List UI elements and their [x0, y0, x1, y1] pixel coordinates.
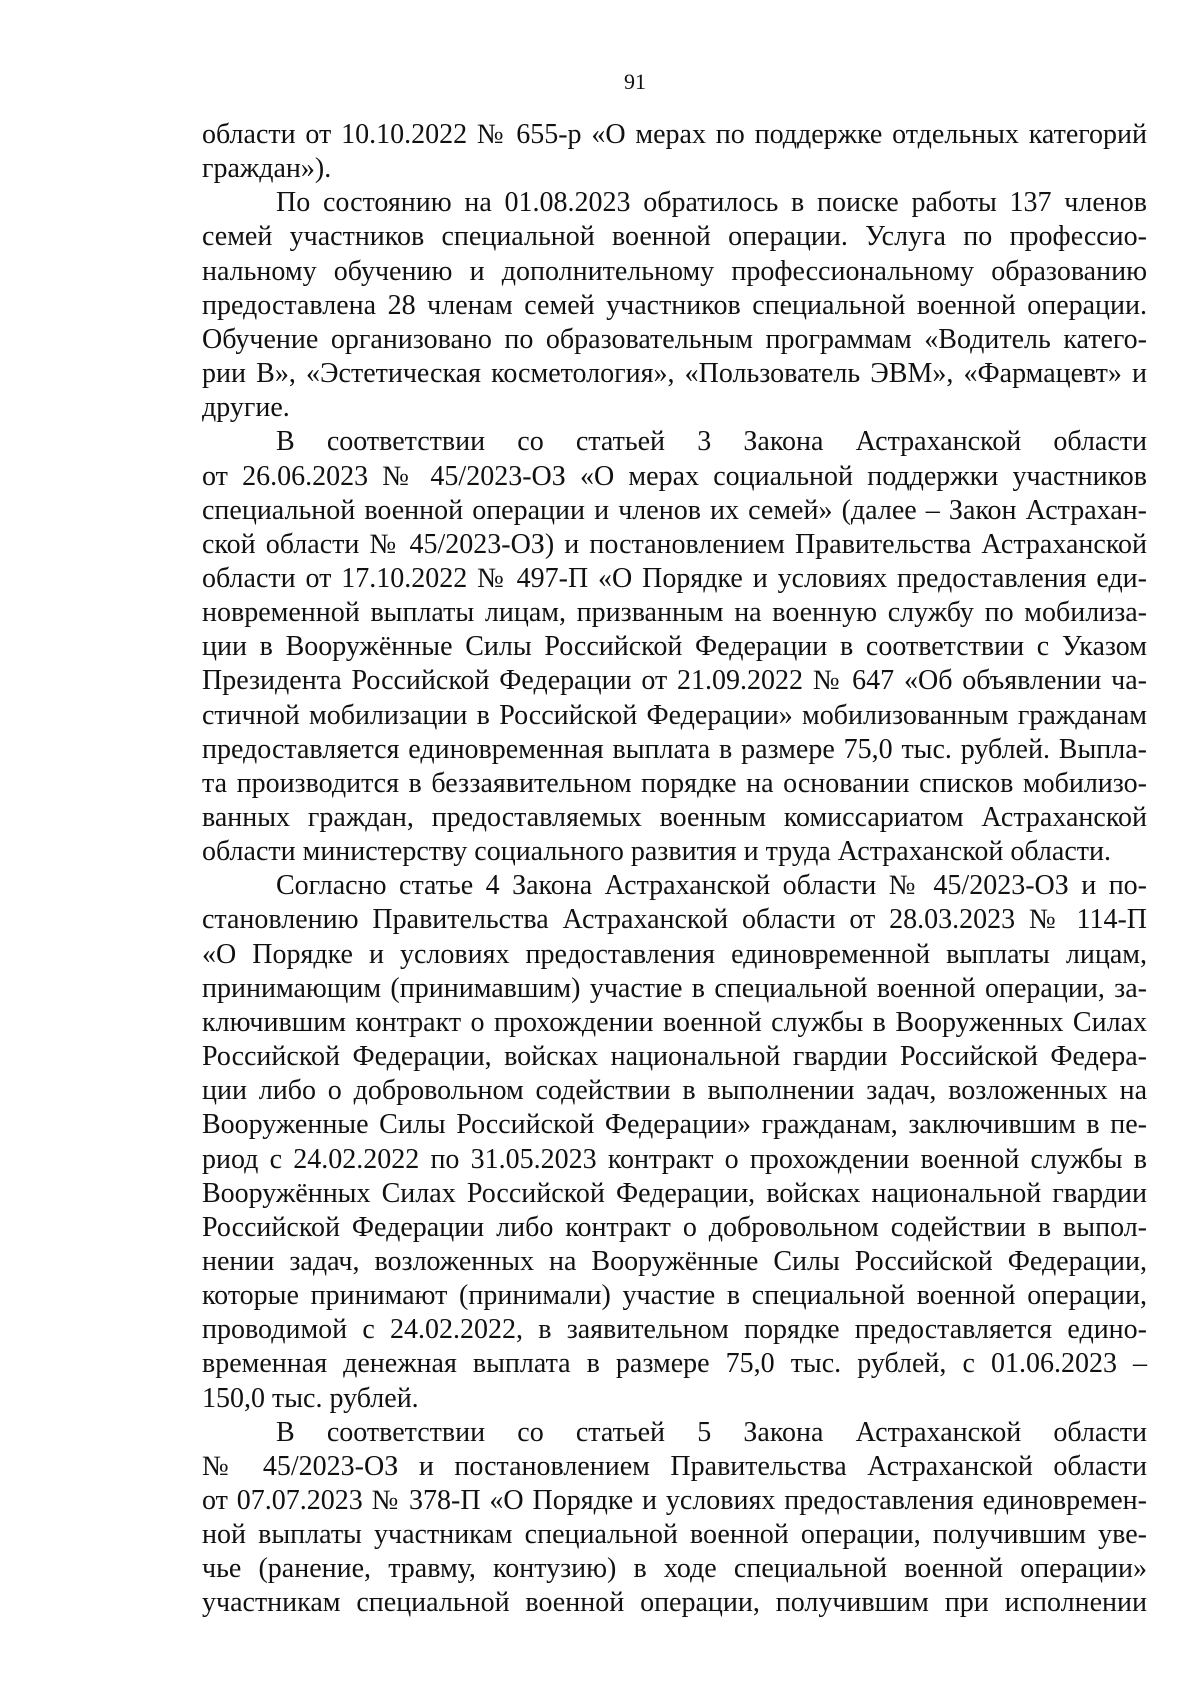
text-line: В соответствии со статьей 3 Закона Астраханской области [276, 426, 1147, 457]
text-line: другие. [202, 392, 290, 423]
text-line: новременной выплаты лицам, призванным на военную службу по мобилиза- [202, 597, 1147, 628]
text-line: ванных граждан, предоставляемых военным комиссариатом Астраханской [202, 802, 1147, 833]
text-line: рии В», «Эстетическая косметология», «Пользователь ЭВМ», «Фармацевт» и [202, 358, 1147, 389]
text-line: Вооружённых Силах Российской Федерации, войсках национальной гвардии [202, 1178, 1147, 1209]
text-line: участникам специальной военной операции, получившим при исполнении [202, 1587, 1147, 1618]
text-line: специальной военной операции и членов их семей» (далее – Закон Астрахан- [202, 495, 1147, 526]
text-line: «О Порядке и условиях предоставления единовременной выплаты лицам, [202, 939, 1147, 970]
text-line: чье (ранение, травму, контузию) в ходе специальной военной операции» [202, 1553, 1147, 1584]
text-line: ции в Вооружённые Силы Российской Федерации в соответствии с Указом [202, 631, 1147, 662]
text-line: области от 17.10.2022 № 497-П «О Порядке и условиях предоставления еди- [202, 563, 1147, 594]
text-line: Согласно статье 4 Закона Астраханской области № 45/2023-ОЗ и по- [276, 870, 1147, 901]
text-line: от 26.06.2023 № 45/2023-ОЗ «О мерах социальной поддержки участников [202, 461, 1147, 492]
text-line: принимающим (принимавшим) участие в специальной военной операции, за- [202, 973, 1147, 1004]
text-line: области от 10.10.2022 № 655-р «О мерах по поддержке отдельных категорий [202, 119, 1147, 150]
text-line: временная денежная выплата в размере 75,0 тыс. рублей, с 01.06.2023 – [202, 1348, 1147, 1379]
text-line: области министерству социального развития и труда Астраханской области. [202, 836, 1111, 867]
text-line: стичной мобилизации в Российской Федерации» мобилизованным гражданам [202, 700, 1147, 731]
text-line: ской области № 45/2023-ОЗ) и постановлением Правительства Астраханской [202, 529, 1147, 560]
text-line: ции либо о добровольном содействии в выполнении задач, возложенных на [202, 1075, 1147, 1106]
text-line: которые принимают (принимали) участие в специальной военной операции, [202, 1280, 1147, 1311]
text-line: 150,0 тыс. рублей. [202, 1383, 419, 1414]
text-line: № 45/2023-ОЗ и постановлением Правительства Астраханской области [202, 1451, 1147, 1482]
text-line: В соответствии со статьей 5 Закона Астраханской области [276, 1417, 1147, 1448]
text-line: предоставляется единовременная выплата в размере 75,0 тыс. рублей. Выпла- [202, 734, 1147, 765]
text-line: Российской Федерации, войсках национальной гвардии Российской Федера- [202, 1041, 1147, 1072]
text-line: Президента Российской Федерации от 21.09.2022 № 647 «Об объявлении ча- [202, 665, 1147, 696]
page-number: 91 [624, 69, 646, 94]
text-line: от 07.07.2023 № 378-П «О Порядке и условиях предоставления единовремен- [202, 1485, 1147, 1516]
text-line: ключившим контракт о прохождении военной службы в Вооруженных Силах [202, 1007, 1147, 1038]
text-line: риод с 24.02.2022 по 31.05.2023 контракт о прохождении военной службы в [202, 1144, 1147, 1175]
text-line: По состоянию на 01.08.2023 обратилось в поиске работы 137 членов [276, 187, 1147, 218]
text-line: становлению Правительства Астраханской области от 28.03.2023 № 114-П [202, 904, 1147, 935]
text-line: нении задач, возложенных на Вооружённые Силы Российской Федерации, [202, 1246, 1147, 1277]
text-line: семей участников специальной военной операции. Услуга по профессио- [202, 221, 1147, 252]
text-line: Вооруженные Силы Российской Федерации» гражданам, заключившим в пе- [202, 1109, 1147, 1140]
text-line: Российской Федерации либо контракт о добровольном содействии в выпол- [202, 1212, 1147, 1243]
text-line: проводимой с 24.02.2022, в заявительном порядке предоставляется едино- [202, 1314, 1147, 1345]
text-line: предоставлена 28 членам семей участников специальной военной операции. [202, 290, 1147, 321]
text-line: ной выплаты участникам специальной военной операции, получившим уве- [202, 1519, 1147, 1550]
text-line: граждан»). [202, 153, 332, 184]
text-line: Обучение организовано по образовательным программам «Водитель катего- [202, 324, 1147, 355]
text-line: та производится в беззаявительном порядке на основании списков мобилизо- [202, 768, 1147, 799]
text-line: нальному обучению и дополнительному профессиональному образованию [202, 256, 1147, 287]
